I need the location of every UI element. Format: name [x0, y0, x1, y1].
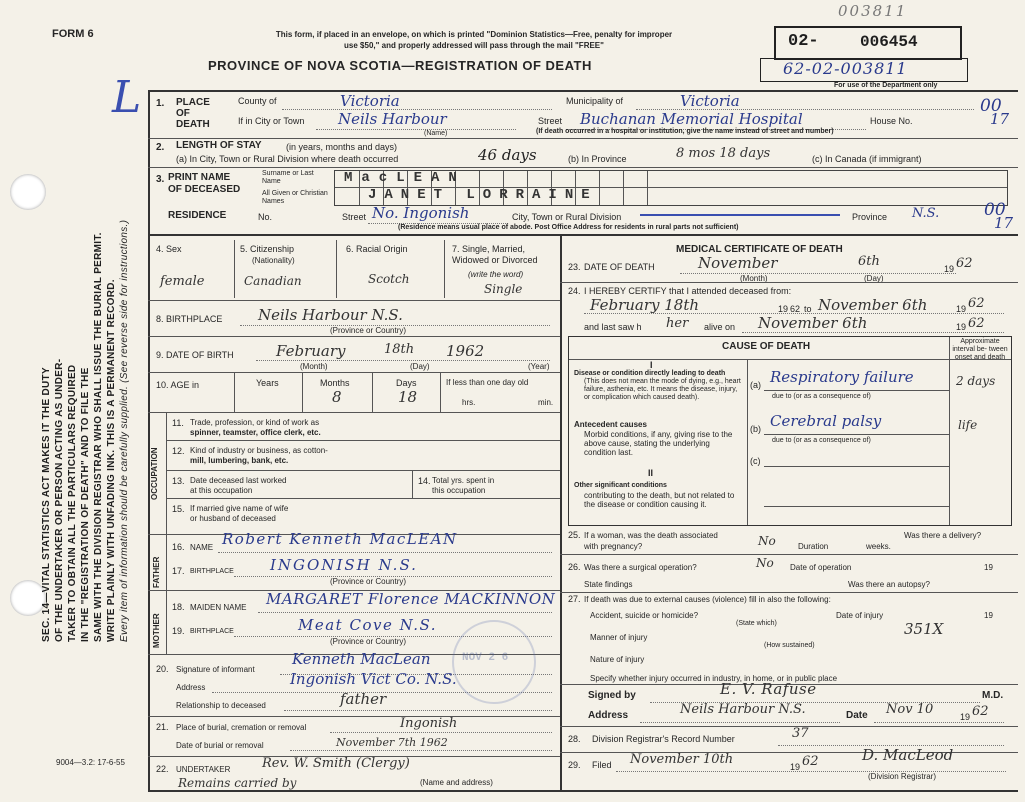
direct-cause-label: Disease or condition directly leading to death: [574, 370, 726, 377]
years-label: Years: [256, 378, 279, 388]
municipality-value[interactable]: Victoria: [680, 92, 740, 110]
q27-number: 27.: [568, 594, 581, 604]
stamp-text: NOV 2 6: [462, 652, 509, 664]
birthplace-sub: (Province or Country): [330, 326, 407, 335]
physician-signature[interactable]: E. V. Rafuse: [720, 680, 817, 698]
burial-date-value[interactable]: November 7th 1962: [336, 736, 448, 749]
dod-year-prefix: 19: [944, 264, 955, 274]
dob-day-value[interactable]: 18th: [384, 342, 415, 357]
q21-number: 21.: [156, 722, 169, 732]
sidebar-line: IN THE "REGISTRATION OF DEATH" AND TO FILE THE: [80, 367, 91, 642]
house-label: House No.: [870, 116, 913, 126]
duration-label: Duration: [798, 542, 829, 551]
age-months-value[interactable]: 8: [332, 388, 342, 406]
county-value[interactable]: Victoria: [340, 92, 400, 110]
last-saw-value[interactable]: November 6th: [758, 314, 868, 332]
q12-example: mill, lumbering, bank, etc.: [190, 456, 289, 465]
undertaker-label: UNDERTAKER: [176, 765, 231, 774]
burial-place-label: Place of burial, cremation or removal: [176, 723, 307, 732]
interval-label: Approximate interval be- tween onset and death: [952, 338, 1008, 361]
dept-use-label: For use of the Department only: [834, 82, 938, 89]
specify-label: Specify whether injury occurred in industry, in home, or in public place: [590, 674, 838, 683]
cause-c-label: (c): [750, 456, 761, 466]
direct-cause-note: (This does not mean the mode of dying, e.g., heart failure, asthenia, etc. It means the disease, injury, or complication which caused death).: [584, 378, 741, 401]
mother-side-label: MOTHER: [152, 613, 161, 648]
medical-cert-title: MEDICAL CERTIFICATE OF DEATH: [676, 244, 843, 255]
attended-from-year[interactable]: 62: [790, 304, 801, 314]
pregnancy-label: If a woman, was the death associated with pregnancy?: [584, 531, 718, 551]
filed-value[interactable]: November 10th: [630, 752, 734, 767]
father-side-label: FATHER: [152, 556, 161, 588]
sidebar-line: WRITE PLAINLY WITH UNFADING INK. THIS IS A PERMANENT RECORD.: [106, 279, 117, 642]
q14-number: 14.: [418, 476, 431, 486]
surgery-value[interactable]: No: [756, 556, 774, 570]
place-code-2: 17: [990, 110, 1010, 128]
citizenship-label: 5. Citizenship: [240, 244, 295, 254]
cause-code-value[interactable]: 351X: [904, 620, 944, 638]
dob-year-value[interactable]: 1962: [446, 342, 485, 360]
q11-number: 11.: [172, 418, 184, 428]
autopsy-label: Was there an autopsy?: [848, 580, 930, 589]
sex-value[interactable]: female: [160, 274, 205, 289]
res-street-value[interactable]: No. Ingonish: [372, 204, 470, 222]
year-sub: (Year): [528, 362, 550, 371]
reg-number: 006454: [860, 33, 918, 51]
sidebar-line: SEC. 14—VITAL STATISTICS ACT MAKES IT THE DUTY: [41, 367, 52, 642]
relationship-value[interactable]: father: [340, 690, 387, 708]
form-number: FORM 6: [52, 28, 94, 40]
month-sub: (Month): [300, 362, 328, 371]
delivery-label: Was there a delivery?: [904, 531, 982, 540]
filed-year-prefix: 19: [790, 762, 801, 772]
q15-sub: or husband of deceased: [190, 514, 276, 523]
occupation-side-label: OCCUPATION: [150, 447, 159, 500]
sidebar-line: Every item of information should be carefully supplied. (See reverse side for instructions.): [119, 219, 130, 642]
part-two-label: II: [648, 468, 654, 478]
due-to-a-label: due to (or as a consequence of): [772, 393, 871, 400]
registrar-label: (Division Registrar): [868, 772, 937, 781]
alive-on-label: alive on: [704, 322, 736, 332]
mother-birthplace-value[interactable]: Meat Cove N.S.: [298, 616, 438, 634]
pregnancy-value[interactable]: No: [758, 534, 776, 548]
dod-month-value[interactable]: November: [698, 254, 778, 272]
length-of-stay-label: LENGTH OF STAY: [176, 140, 262, 151]
q13-number: 13.: [172, 476, 185, 486]
q15-number: 15.: [172, 504, 185, 514]
mother-birthplace-label: BIRTHPLACE: [190, 628, 234, 635]
how-sustained-sub: (How sustained): [764, 642, 815, 649]
q28-number: 28.: [568, 734, 581, 744]
injury-year-prefix: 19: [984, 611, 993, 620]
less-than-day-label: If less than one day old: [446, 378, 529, 387]
reg-prefix: 02-: [788, 32, 819, 51]
undertaker-value[interactable]: Rev. W. Smith (Clergy): [262, 756, 410, 771]
q12-number: 12.: [172, 446, 185, 456]
age-label: 10. AGE in: [156, 380, 200, 390]
last-saw-year[interactable]: 62: [968, 316, 985, 331]
q22-number: 22.: [156, 764, 169, 774]
res-no-label: No.: [258, 212, 273, 222]
registration-number-box: [774, 26, 962, 60]
signed-by-label: Signed by: [588, 690, 636, 701]
nature-label: Nature of injury: [590, 655, 645, 664]
father-name-label: NAME: [190, 543, 214, 552]
father-prov-sub: (Province or Country): [330, 577, 407, 586]
last-saw-label: and last saw h: [584, 322, 642, 332]
to-label: to: [804, 304, 812, 314]
certify-label: I HEREBY CERTIFY that I attended deceased from:: [584, 286, 792, 296]
father-name-value[interactable]: Robert Kenneth MacLEAN: [222, 530, 458, 548]
burial-place-value[interactable]: Ingonish: [400, 716, 458, 731]
sidebar-line: OF THE UNDERTAKER OR PERSON ACTING AS UNDER-: [54, 358, 65, 642]
received-stamp: [452, 620, 536, 704]
cause-a-interval[interactable]: 2 days: [956, 374, 996, 388]
print-name-label: PRINT NAME OF DECEASED: [168, 172, 241, 195]
corner-stamp: 003811: [838, 2, 908, 20]
postal-notice-1: This form, if placed in an envelope, on which is printed "Dominion Statistics—Free, penalty for improper: [275, 30, 673, 39]
q1-number: 1.: [156, 98, 165, 109]
q2-number: 2.: [156, 142, 165, 153]
city-label: If in City or Town: [238, 116, 305, 126]
cause-b-label: (b): [750, 424, 761, 434]
filed-year[interactable]: 62: [802, 754, 819, 769]
dod-month-sub: (Month): [740, 274, 768, 283]
date-of-death-label: DATE OF DEATH: [584, 262, 655, 272]
given-names-label: All Given or Christian Names: [262, 190, 328, 205]
min-label: min.: [538, 398, 554, 407]
due-to-b-label: due to (or as a consequence of): [772, 437, 871, 444]
q11-example: spinner, teamster, office clerk, etc.: [190, 428, 321, 437]
days-label: Days: [396, 378, 417, 388]
citizenship-sub: (Nationality): [252, 256, 295, 265]
hospital-note: (If death occurred in a hospital or institution, give the name instead of street and number): [536, 128, 834, 135]
physician-date-value[interactable]: Nov 10: [886, 702, 934, 717]
marital-label: 7. Single, Married, Widowed or Divorced: [452, 244, 538, 265]
sidebar-instructions: [40, 42, 180, 642]
physician-date-label: Date: [846, 710, 868, 721]
name-sub-label: (Name): [424, 130, 448, 137]
informant-address-value[interactable]: Ingonish Vict Co. N.S.: [290, 670, 457, 688]
informant-sig-label: Signature of informant: [176, 665, 255, 674]
last-saw-pronoun[interactable]: her: [666, 316, 689, 331]
stay-b-label: (b) In Province: [568, 154, 627, 164]
physician-address-label: Address: [588, 710, 629, 721]
q18-number: 18.: [172, 602, 185, 612]
div-record-label: Division Registrar's Record Number: [592, 734, 735, 744]
race-label: 6. Racial Origin: [346, 244, 408, 254]
yr3-prefix: 19: [956, 322, 967, 332]
q14-sub: this occupation: [432, 486, 486, 495]
municipality-label: Municipality of: [566, 96, 624, 106]
informant-address-label: Address: [176, 683, 206, 692]
form-code: 9004—3.2: 17-6-55: [56, 758, 125, 767]
state-which-sub: (State which): [736, 620, 777, 627]
stay-sub: (in years, months and days): [286, 142, 398, 152]
res-code-2: 17: [994, 214, 1014, 232]
dod-day-value[interactable]: 6th: [858, 254, 880, 269]
q13-label: Date deceased last worked: [190, 476, 287, 485]
cause-b-value[interactable]: Cerebral palsy: [770, 412, 882, 430]
stay-b-value[interactable]: 8 mos 18 days: [676, 146, 771, 161]
informant-signature[interactable]: Kenneth MacLean: [292, 650, 431, 668]
physician-date-year[interactable]: 62: [972, 704, 989, 719]
relationship-label: Relationship to deceased: [176, 701, 266, 710]
months-label: Months: [320, 378, 350, 388]
residence-note: (Residence means usual place of abode. Post Office Address for residents in rural parts not sufficient): [398, 224, 739, 231]
script-mark: L: [112, 72, 142, 123]
op-date-label: Date of operation: [790, 563, 852, 572]
race-value[interactable]: Scotch: [368, 272, 410, 286]
manner-label: Manner of injury: [590, 633, 648, 642]
res-city-stroke: [640, 214, 840, 216]
q19-number: 19.: [172, 626, 185, 636]
undertaker-sub: (Name and address): [420, 778, 493, 787]
q3-number: 3.: [156, 174, 165, 185]
birthplace-value[interactable]: Neils Harbour N.S.: [258, 306, 403, 324]
antecedent-note: Morbid conditions, if any, giving rise to the above cause, stating the underlying condition last.: [584, 430, 733, 457]
frame-left: [148, 90, 150, 790]
place-of-death-label: PLACE OF DEATH: [176, 97, 210, 130]
dod-day-sub: (Day): [864, 274, 884, 283]
yr2-prefix: 19: [956, 304, 967, 314]
reg-handwritten: 62-02-003811: [783, 59, 908, 78]
attended-to-value[interactable]: November 6th: [818, 296, 928, 314]
street-label: Street: [538, 116, 563, 126]
res-code: 00: [984, 200, 1006, 220]
antecedent-label: Antecedent causes: [574, 420, 647, 429]
stay-c-label: (c) In Canada (if immigrant): [812, 154, 922, 164]
father-birthplace-value[interactable]: INGONISH N.S.: [270, 556, 418, 574]
frame-bottom: [148, 790, 1018, 792]
column-divider: [560, 234, 562, 790]
q26-number: 26.: [568, 562, 581, 572]
form-title: PROVINCE OF NOVA SCOTIA—REGISTRATION OF DEATH: [208, 58, 592, 73]
department-box: [760, 58, 968, 82]
cause-a-value[interactable]: Respiratory failure: [770, 368, 914, 386]
residence-label: RESIDENCE: [168, 210, 227, 221]
q13-sub: at this occupation: [190, 486, 253, 495]
external-causes-label: If death was due to external causes (violence) fill in also the following:: [584, 595, 831, 604]
burial-date-label: Date of burial or removal: [176, 741, 264, 750]
q20-number: 20.: [156, 664, 169, 674]
cause-b-interval[interactable]: life: [958, 418, 978, 432]
street-value[interactable]: Buchanan Memorial Hospital: [580, 110, 803, 128]
sex-label: 4. Sex: [156, 244, 182, 254]
weeks-label: weeks.: [866, 542, 891, 551]
q17-number: 17.: [172, 566, 185, 576]
cause-of-death-title: CAUSE OF DEATH: [722, 341, 811, 352]
res-prov-value[interactable]: N.S.: [912, 206, 940, 221]
marital-sub: (write the word): [468, 270, 524, 279]
dod-year-value[interactable]: 62: [956, 256, 973, 271]
birthplace-label: 8. BIRTHPLACE: [156, 314, 223, 324]
cause-a-label: (a): [750, 380, 761, 390]
res-city-label: City, Town or Rural Division: [512, 212, 622, 222]
hrs-label: hrs.: [462, 398, 476, 407]
dob-label: 9. DATE OF BIRTH: [156, 350, 234, 360]
res-street-label: Street: [342, 212, 367, 222]
q12-label: Kind of industry or business, as cotton-: [190, 446, 328, 455]
remains-note: Remains carried by: [178, 776, 297, 790]
place-code: 00: [980, 96, 1002, 116]
dob-month-value[interactable]: February: [276, 342, 346, 360]
registrar-signature[interactable]: D. MacLeod: [862, 746, 954, 764]
postal-notice-2: use $50," and properly addressed will pass through the mail "FREE": [344, 41, 604, 50]
surname-label: Surname or Last Name: [262, 170, 314, 185]
filed-label: Filed: [592, 760, 612, 770]
div-record-value[interactable]: 37: [792, 726, 809, 741]
stay-a-value[interactable]: 46 days: [478, 146, 537, 164]
md-label: M.D.: [982, 690, 1004, 701]
injury-date-label: Date of injury: [836, 611, 884, 620]
stay-a-label: (a) In City, Town or Rural Division where death occurred: [176, 154, 399, 164]
q24-number: 24.: [568, 286, 581, 296]
other-conditions-label: Other significant conditions: [574, 482, 667, 489]
q11-label: Trade, profession, or kind of work as: [190, 418, 320, 427]
findings-label: State findings: [584, 580, 633, 589]
attended-from-value[interactable]: February 18th: [590, 296, 700, 314]
yr1-prefix: 19: [778, 304, 789, 314]
q14-label: Total yrs. spent in: [432, 476, 495, 485]
res-prov-label: Province: [852, 212, 888, 222]
accident-label: Accident, suicide or homicide?: [590, 611, 699, 620]
part-one-label: I: [650, 360, 653, 370]
surname-value[interactable]: MacLEAN: [344, 170, 466, 186]
phys-year-prefix: 19: [960, 712, 971, 722]
given-names-value[interactable]: JANET LORRAINE: [368, 187, 598, 203]
frame-top: [148, 90, 1018, 92]
marital-value[interactable]: Single: [484, 282, 523, 296]
day-sub: (Day): [410, 362, 430, 371]
age-days-value[interactable]: 18: [398, 388, 418, 406]
q23-number: 23.: [568, 262, 581, 272]
q29-number: 29.: [568, 760, 581, 770]
citizenship-value[interactable]: Canadian: [244, 274, 302, 288]
other-conditions-note: contributing to the death, but not related to the disease or condition causing it.: [584, 491, 735, 509]
q16-number: 16.: [172, 542, 185, 552]
county-label: County of: [238, 96, 277, 106]
mother-prov-sub: (Province or Country): [330, 637, 407, 646]
attended-to-year[interactable]: 62: [968, 296, 985, 311]
sidebar-line: SAME WITH THE DIVISION REGISTRAR WHO SHALL ISSUE THE BURIAL PERMIT.: [93, 232, 104, 642]
mother-maiden-label: MAIDEN NAME: [190, 603, 247, 612]
physician-address-value[interactable]: Neils Harbour N.S.: [680, 702, 806, 717]
q25-number: 25.: [568, 530, 581, 540]
surgery-label: Was there a surgical operation?: [584, 563, 697, 572]
sidebar-line: TAKER TO OBTAIN ALL THE PARTICULARS REQUIRED: [67, 364, 78, 642]
mother-maiden-value[interactable]: MARGARET Florence MACKINNON: [266, 590, 556, 608]
city-value[interactable]: Neils Harbour: [338, 110, 447, 128]
q15-label: If married give name of wife: [190, 504, 289, 513]
father-birthplace-label: BIRTHPLACE: [190, 568, 234, 575]
op-year-prefix: 19: [984, 563, 993, 572]
